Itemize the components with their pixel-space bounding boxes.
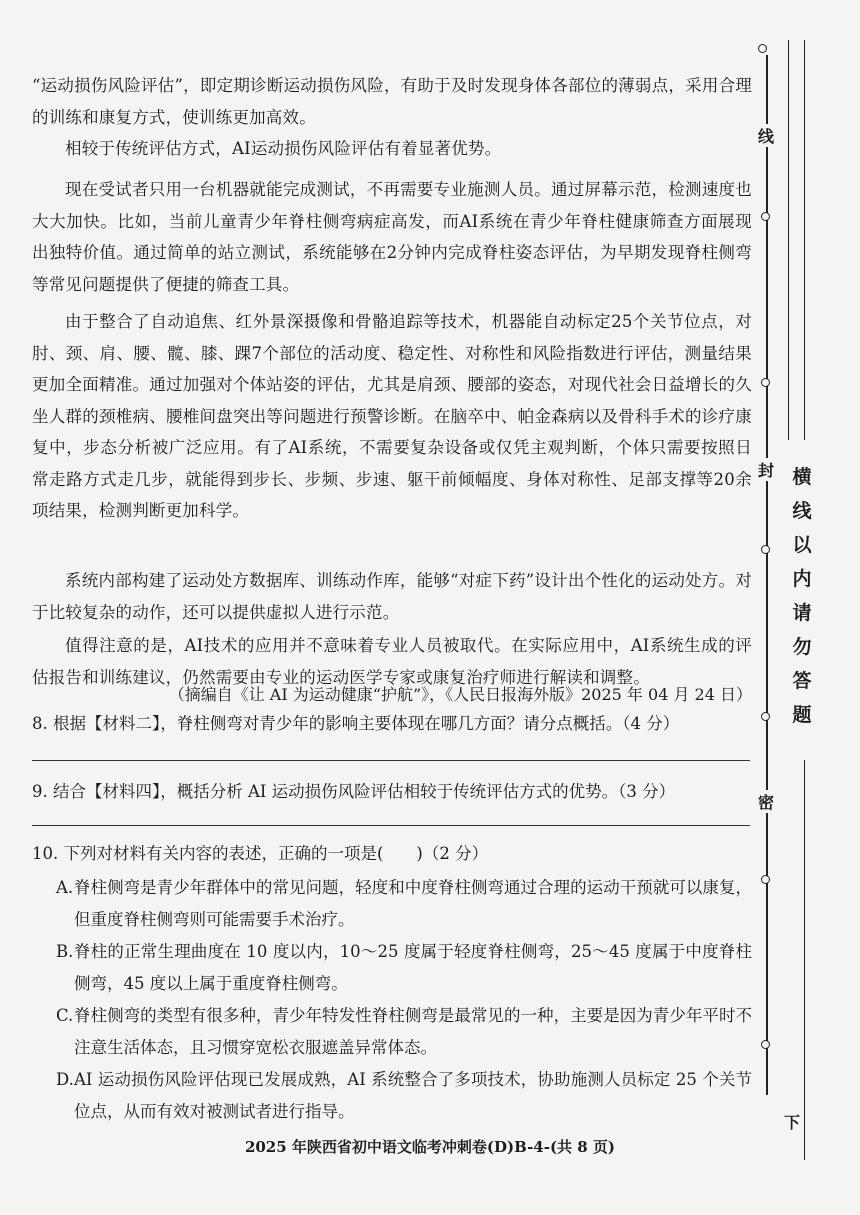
binding-hole (758, 44, 767, 53)
binding-hole (761, 545, 770, 554)
binding-hole (761, 212, 770, 221)
binding-hole (761, 875, 770, 884)
binding-line (766, 55, 768, 1095)
option-c (56, 1000, 752, 1063)
margin-edge-line (788, 40, 789, 440)
binding-hole (761, 1040, 770, 1049)
margin-char-xia: 下 (784, 1110, 800, 1133)
option-c-tag: C. (56, 1006, 74, 1025)
margin-edge-line (804, 40, 805, 440)
paragraph-4: 由于整合了自动追焦、红外景深摄像和骨骼追踪等技术，机器能自动标定25个关节位点，对肘、颈、肩、腰、髋、膝、踝7个部位的活动度、稳定性、对称性和风险指数进行评估，测量结果更加全面精准。通过加强对个体站姿的评估，尤其是肩颈、腰部的姿态，对现代社会日益增长的久坐人群的颈椎病、腰椎间盘突出等问题进行预警诊断。在脑卒中、帕金森病以及骨科手术的诊疗康复中，步态分析被广泛应用。有了AI系统，不需要复杂设备或仅凭主观判断，个体只需要按照日常走路方式走几步，就能得到步长、步频、步速、躯干前倾幅度、身体对称性、足部支撑等20余项结果，检测判断更加科学。 (32, 312, 752, 520)
option-a (56, 872, 752, 935)
question-10: 10. 下列对材料有关内容的表述，正确的一项是( )（2 分） (32, 844, 489, 863)
question-9: 9. 结合【材料四】，概括分析 AI 运动损伤风险评估相较于传统评估方式的优势。（3 分） (32, 782, 676, 801)
option-b (56, 936, 752, 999)
paragraph-3: 现在受试者只用一台机器就能完成测试，不再需要专业施测人员。通过屏幕示范，检测速度也大大加快。比如，当前儿童青少年脊柱侧弯病症高发，而AI系统在青少年脊柱健康筛查方面展现出独特价值。通过简单的站立测试，系统能够在2分钟内完成脊柱姿态评估，为早期发现脊柱侧弯等常见问题提供了便捷的筛查工具。 (32, 180, 752, 294)
question-8: 8. 根据【材料二】，脊柱侧弯对青少年的影响主要体现在哪几方面？请分点概括。（4 分） (32, 714, 680, 733)
option-a-text: 脊柱侧弯是青少年群体中的常见问题，轻度和中度脊柱侧弯通过合理的运动干预就可以康复，但重度脊柱侧弯则可能需要手术治疗。 (74, 878, 752, 929)
page-footer: 2025 年陕西省初中语文临考冲刺卷(D)B-4-(共 8 页) (244, 1138, 616, 1156)
binding-hole (761, 378, 770, 387)
binding-margin (744, 0, 860, 1215)
margin-char-feng: 封 (758, 458, 774, 481)
answer-line-8[interactable] (32, 760, 750, 761)
option-b-text: 脊柱的正常生理曲度在 10 度以内，10～25 度属于轻度脊柱侧弯，25～45 度属于中度脊柱侧弯，45 度以上属于重度脊柱侧弯。 (74, 942, 752, 993)
paragraph-6: 值得注意的是，AI技术的应用并不意味着专业人员被取代。在实际应用中，AI系统生成的评估报告和训练建议，仍然需要由专业的运动医学专家或康复治疗师进行解读和调整。 (32, 636, 752, 687)
paragraph-2: 相较于传统评估方式，AI运动损伤风险评估有着显著优势。 (65, 139, 502, 158)
margin-char-mi: 密 (758, 790, 774, 813)
paragraph-1: “运动损伤风险评估”，即定期诊断运动损伤风险，有助于及时发现身体各部位的薄弱点，采用合理的训练和康复方式，使训练更加高效。 (32, 76, 752, 127)
option-d-tag: D. (56, 1070, 74, 1089)
option-d-text: AI 运动损伤风险评估现已发展成熟，AI 系统整合了多项技术，协助施测人员标定 25 个关节位点，从而有效对被测试者进行指导。 (74, 1070, 752, 1121)
option-d (56, 1064, 752, 1127)
option-a-tag: A. (56, 878, 74, 897)
source-citation: （摘编自《让 AI 为运动健康“护航”》，《人民日报海外版》2025 年 04 月 24 日） (168, 685, 752, 704)
option-c-text: 脊柱侧弯的类型有很多种，青少年特发性脊柱侧弯是最常见的一种，主要是因为青少年平时不注意生活体态，且习惯穿宽松衣服遮盖异常体态。 (74, 1006, 752, 1057)
paragraph-5: 系统内部构建了运动处方数据库、训练动作库，能够“对症下药”设计出个性化的运动处方。对于比较复杂的动作，还可以提供虚拟人进行示范。 (32, 571, 752, 622)
answer-line-9[interactable] (32, 825, 750, 826)
margin-char-xian: 线 (758, 124, 774, 147)
margin-edge-line (804, 760, 805, 1160)
margin-instruction: 横线以内请勿答题 (790, 460, 814, 732)
option-b-tag: B. (56, 942, 74, 961)
binding-hole (761, 712, 770, 721)
